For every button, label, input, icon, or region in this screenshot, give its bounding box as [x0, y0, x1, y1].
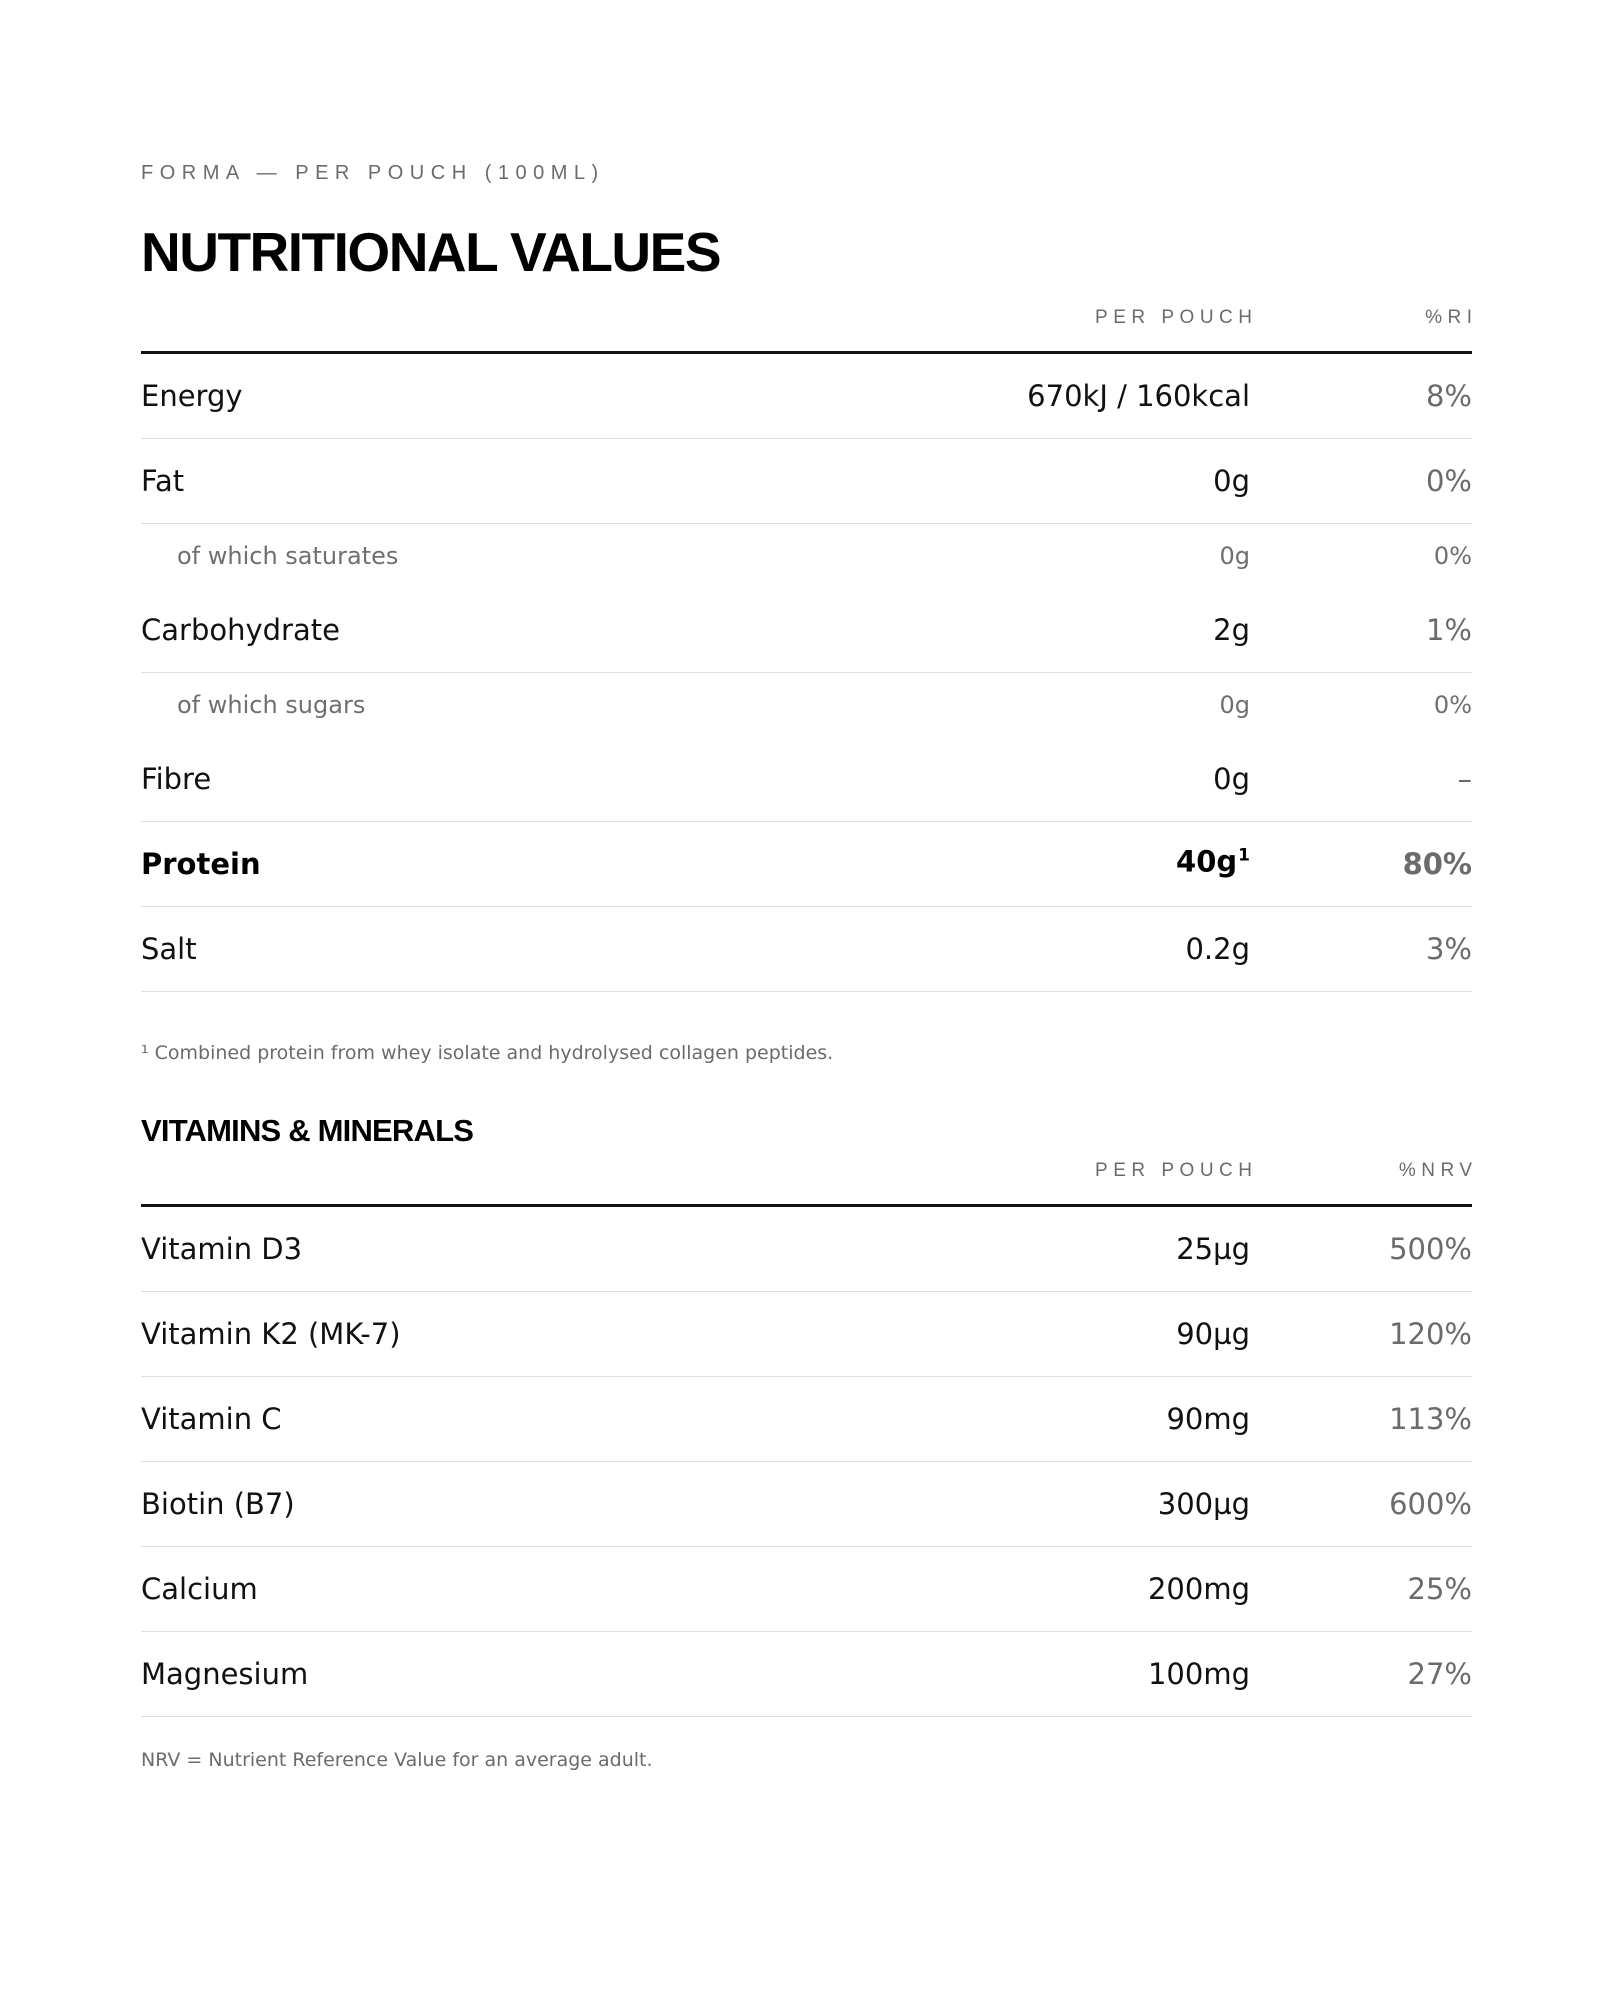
table-row [141, 907, 1472, 992]
nutrient-amount [1176, 845, 1250, 884]
nutrient-amount-value: 0g [1213, 762, 1250, 796]
nutrient-name: Vitamin D3 [141, 1232, 303, 1266]
nutrient-amount-value: 90µg [1176, 1317, 1250, 1351]
table-row [141, 354, 1472, 439]
nutrient-amount-value: 670kJ / 160kcal [1027, 379, 1250, 413]
nutrient-amount-value: 40g [1176, 844, 1238, 879]
nutrient-name: Vitamin C [141, 1402, 282, 1436]
nutrient-amount [1185, 932, 1250, 966]
table-row [141, 737, 1472, 822]
nutrient-percent: 3% [1425, 932, 1472, 966]
nutrient-amount-value: 0g [1219, 691, 1250, 719]
table-row [141, 1632, 1472, 1717]
table-row [141, 1207, 1472, 1292]
nutrient-amount [1213, 762, 1250, 796]
nutrient-percent: 500% [1389, 1232, 1472, 1266]
nutrient-amount [1158, 1487, 1250, 1521]
nutrition-table-header [141, 307, 1478, 354]
nutrition-table-body [141, 354, 1472, 992]
table-row [141, 588, 1472, 673]
nutrition-table [141, 307, 1478, 992]
nutrient-name: Magnesium [141, 1657, 309, 1691]
nutrient-name: Calcium [141, 1572, 258, 1606]
nutrient-name: Energy [141, 379, 243, 413]
product-eyebrow: FORMA — PER POUCH (100ML) [141, 162, 605, 184]
footnote-marker: 1 [1238, 845, 1250, 866]
table-row [141, 822, 1472, 907]
nutrient-name: Fibre [141, 762, 212, 796]
nutrient-amount [1213, 613, 1250, 647]
nutrient-percent: 1% [1425, 613, 1472, 647]
nutrient-percent: 0% [1425, 464, 1472, 498]
nutrient-percent: 25% [1407, 1572, 1472, 1606]
table-row [141, 524, 1472, 588]
nutrient-amount-value: 25µg [1176, 1232, 1250, 1266]
nutrient-amount-value: 90mg [1166, 1402, 1250, 1436]
table-row [141, 1292, 1472, 1377]
nutrient-amount-value: 100mg [1147, 1657, 1250, 1691]
vitamins-table [141, 1160, 1478, 1717]
nutrient-amount [1176, 1232, 1250, 1266]
nutrient-amount [1219, 688, 1250, 722]
nutrient-amount-value: 0g [1219, 542, 1250, 570]
nutrient-name: Salt [141, 932, 197, 966]
column-header-ri: %RI [1425, 307, 1478, 328]
nutrient-name: Fat [141, 464, 185, 498]
protein-footnote: ¹ Combined protein from whey isolate and hydrolysed collagen peptides. [141, 1042, 834, 1064]
column-header-per-pouch: PER POUCH [1095, 307, 1258, 328]
nutrient-percent: 8% [1425, 379, 1472, 413]
nutrient-amount-value: 0.2g [1185, 932, 1250, 966]
nutrient-percent: 0% [1433, 691, 1472, 719]
nutrient-name: Biotin (B7) [141, 1487, 295, 1521]
column-header-nrv: %NRV [1398, 1160, 1478, 1181]
nutrient-amount [1176, 1317, 1250, 1351]
nutrient-amount [1213, 464, 1250, 498]
nutrient-amount-value: 300µg [1157, 1487, 1250, 1521]
table-row [141, 1377, 1472, 1462]
vitamins-table-body [141, 1207, 1472, 1717]
nutrient-percent: – [1457, 762, 1472, 796]
nutrient-name: Carbohydrate [141, 613, 340, 647]
nutrient-amount-value: 200mg [1147, 1572, 1250, 1606]
nutrient-amount-value: 2g [1213, 613, 1250, 647]
nutrient-name: of which sugars [177, 691, 366, 719]
table-row [141, 673, 1472, 737]
nutrient-percent: 120% [1389, 1317, 1472, 1351]
nutrient-percent: 80% [1402, 847, 1472, 881]
nutrient-amount-value: 0g [1213, 464, 1250, 498]
nrv-footnote: NRV = Nutrient Reference Value for an average adult. [141, 1749, 653, 1771]
table-row [141, 1462, 1472, 1547]
vitamins-table-header [141, 1160, 1478, 1207]
nutrient-percent: 27% [1407, 1657, 1472, 1691]
page-title: NUTRITIONAL VALUES [141, 221, 721, 283]
nutrient-amount [1148, 1657, 1250, 1691]
nutrient-amount [1166, 1402, 1250, 1436]
nutrient-percent: 0% [1433, 542, 1472, 570]
nutrient-percent: 600% [1389, 1487, 1472, 1521]
column-header-per-pouch: PER POUCH [1095, 1160, 1258, 1181]
nutrient-amount [1219, 539, 1250, 573]
section-title-vitamins: VITAMINS & MINERALS [141, 1113, 474, 1148]
nutrient-amount [1027, 379, 1250, 413]
nutrient-name: Protein [141, 847, 261, 881]
nutrient-amount [1148, 1572, 1250, 1606]
nutrient-name: Vitamin K2 (MK-7) [141, 1317, 401, 1351]
nutrient-name: of which saturates [177, 542, 399, 570]
nutrient-percent: 113% [1389, 1402, 1472, 1436]
table-row [141, 439, 1472, 524]
table-row [141, 1547, 1472, 1632]
